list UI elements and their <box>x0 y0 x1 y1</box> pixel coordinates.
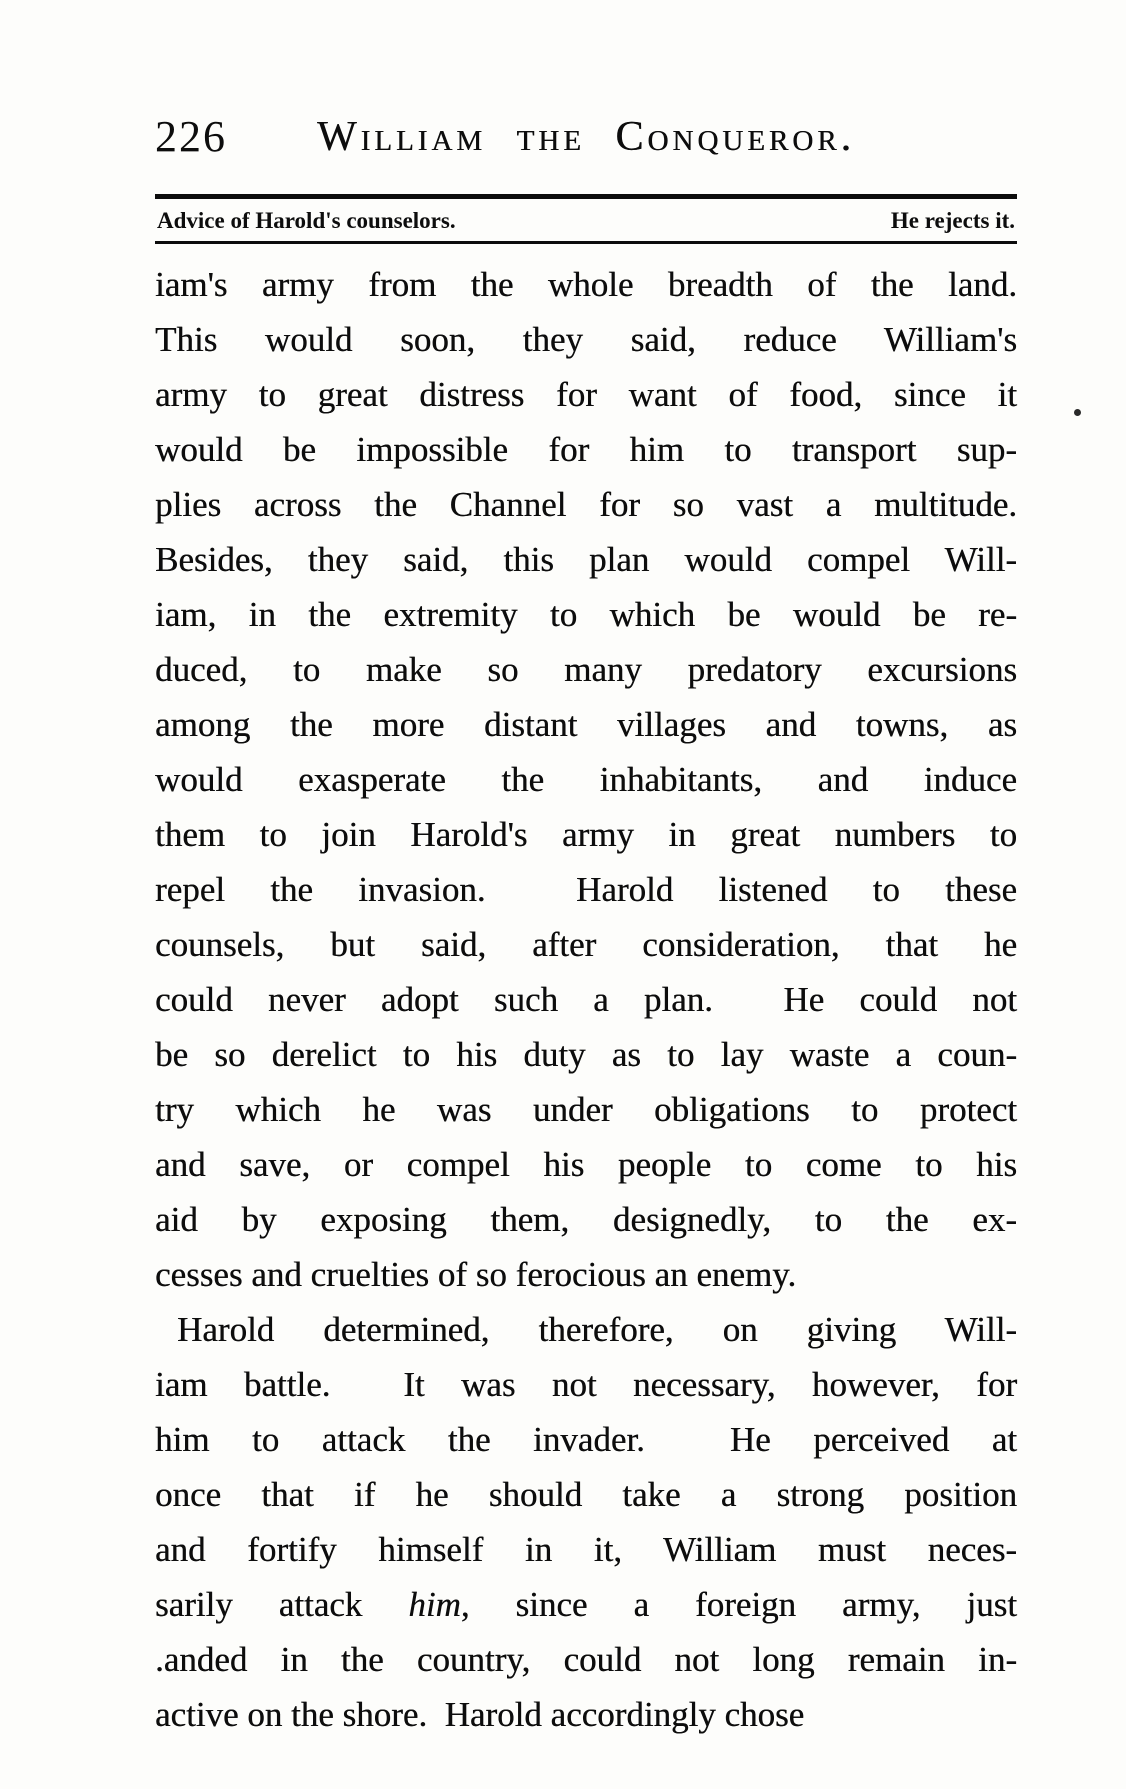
text-line: try which he was under obligations to protect <box>155 1090 1017 1129</box>
text-line: would be impossible for him to transport sup- <box>155 430 1017 469</box>
text-line: could never adopt such a plan. He could not <box>155 980 1017 1019</box>
text-line: sarily attack him, since a foreign army, just <box>155 1585 1018 1624</box>
text-line: Harold determined, therefore, on giving Will- <box>177 1310 1017 1349</box>
text-line: active on the shore. Harold accordingly chose <box>155 1695 805 1734</box>
text-line: plies across the Channel for so vast a multitude. <box>155 485 1017 524</box>
column-note-right: He rejects it. <box>890 208 1015 233</box>
text-line: be so derelict to his duty as to lay waste a coun- <box>155 1035 1017 1074</box>
column-notes-row <box>155 199 1017 241</box>
text-line: counsels, but said, after consideration, that he <box>155 925 1017 964</box>
text-line: and save, or compel his people to come to his <box>155 1145 1017 1184</box>
text-line: would exasperate the inhabitants, and induce <box>155 760 1017 799</box>
text-line: repel the invasion. Harold listened to these <box>155 870 1017 909</box>
running-title: William the Conqueror. <box>316 114 856 160</box>
page-number: 226 <box>155 112 227 161</box>
text-line: among the more distant villages and towns, as <box>155 705 1017 744</box>
text-line: army to great distress for want of food, since it <box>155 375 1017 414</box>
header-rule-bottom <box>155 241 1017 244</box>
text-line: them to join Harold's army in great numbers to <box>155 815 1017 854</box>
body-text <box>155 257 1017 1742</box>
running-header <box>155 108 1017 170</box>
paragraph <box>155 257 1017 1302</box>
paragraph <box>155 1302 1017 1742</box>
text-line: aid by exposing them, designedly, to the ex- <box>155 1200 1017 1239</box>
text-line: and fortify himself in it, William must neces- <box>155 1530 1017 1569</box>
text-line: him to attack the invader. He perceived at <box>155 1420 1017 1459</box>
text-line: Besides, they said, this plan would compel Will- <box>155 540 1017 579</box>
text-line: once that if he should take a strong position <box>155 1475 1017 1514</box>
text-line: iam, in the extremity to which be would be re- <box>155 595 1017 634</box>
page-content <box>155 108 1017 1742</box>
text-line: iam's army from the whole breadth of the land. <box>155 265 1017 304</box>
ink-speck <box>1074 409 1081 416</box>
text-line: .anded in the country, could not long remain in- <box>155 1640 1017 1679</box>
column-note-left: Advice of Harold's counselors. <box>157 208 456 233</box>
text-line: iam battle. It was not necessary, however, for <box>155 1365 1017 1404</box>
text-line: duced, to make so many predatory excursions <box>155 650 1017 689</box>
text-line: cesses and cruelties of so ferocious an enemy. <box>155 1255 797 1294</box>
text-line: This would soon, they said, reduce William's <box>155 320 1017 359</box>
